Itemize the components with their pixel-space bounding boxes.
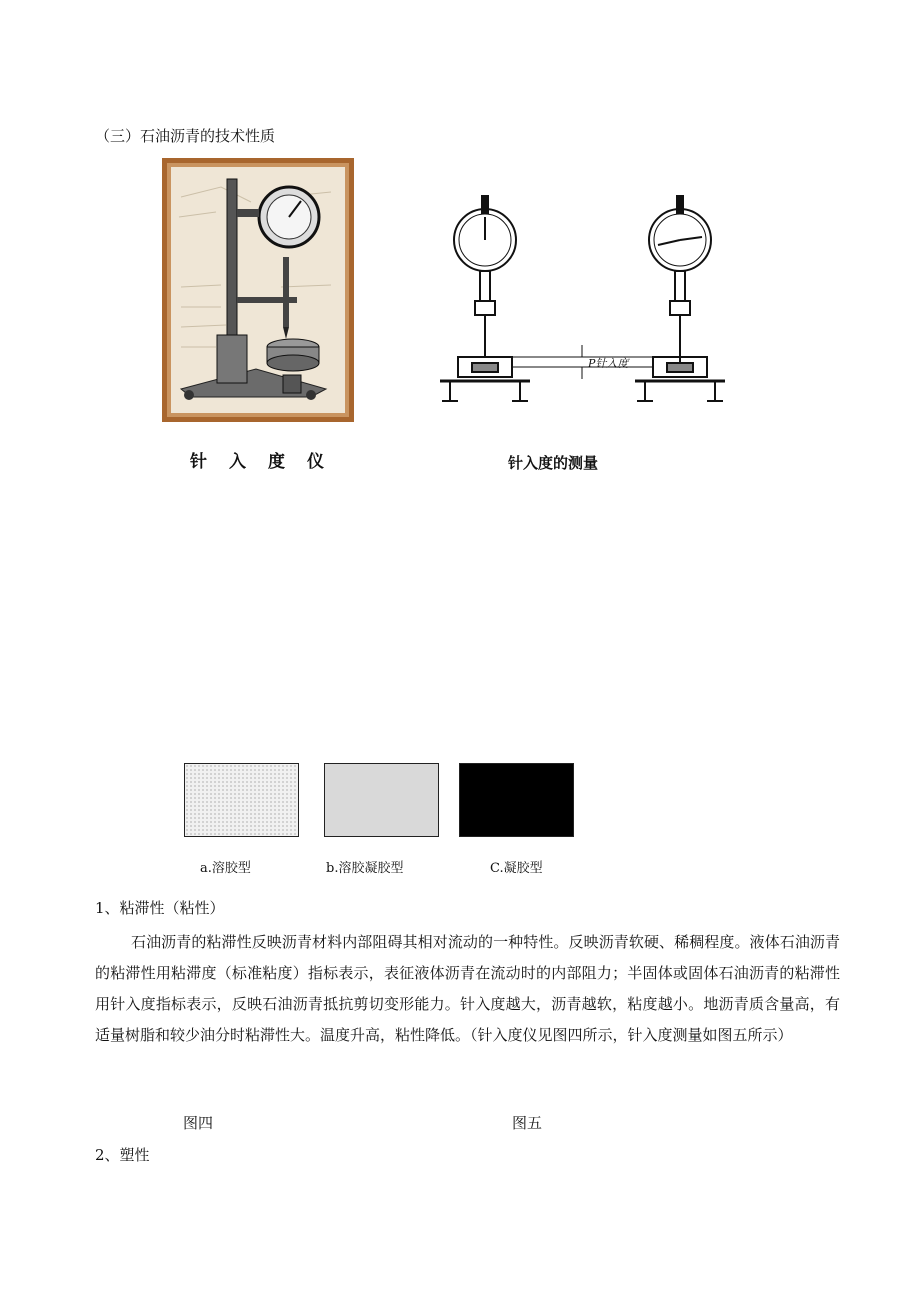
section-title: （三）石油沥青的技术性质 bbox=[95, 127, 276, 145]
figure-4-label: 图四 bbox=[183, 1114, 214, 1132]
gel-type-swatch bbox=[459, 763, 574, 837]
sol-gel-type-label: b.溶胶凝胶型 bbox=[326, 861, 404, 876]
figure-left-caption: 针入度仪 bbox=[190, 452, 346, 472]
penetration-annotation: P针入度 bbox=[588, 357, 629, 370]
sol-gel-type-swatch bbox=[324, 763, 439, 837]
figure-5-label: 图五 bbox=[512, 1114, 543, 1132]
figure-right-caption: 针入度的测量 bbox=[508, 454, 599, 472]
penetrometer-illustration bbox=[161, 157, 355, 423]
gel-type-label: C.凝胶型 bbox=[490, 861, 543, 876]
sol-type-label: a.溶胶型 bbox=[200, 861, 251, 876]
viscosity-paragraph: 石油沥青的粘滞性反映沥青材料内部阻碍其相对流动的一种特性。反映沥青软硬、稀稠程度。液体石油沥青的粘滞性用粘滞度（标准粘度）指标表示，表征液体沥青在流动时的内部阻力；半固体或固体石油沥青的粘滞性用针入度指标表示，反映石油沥青抵抗剪切变形能力。针入度越大，沥青越软，粘度越小。地沥青质含量高，有适量树脂和较少油分时粘滞性大。温度升高，粘性降低。（针入度仪见图四所示，针入度测量如图五所示） bbox=[95, 933, 840, 1044]
sol-type-swatch bbox=[184, 763, 299, 837]
heading-plasticity: 2、塑性 bbox=[95, 1146, 150, 1164]
heading-viscosity: 1、粘滞性（粘性） bbox=[95, 899, 225, 917]
penetration-measurement-diagram bbox=[432, 195, 757, 410]
